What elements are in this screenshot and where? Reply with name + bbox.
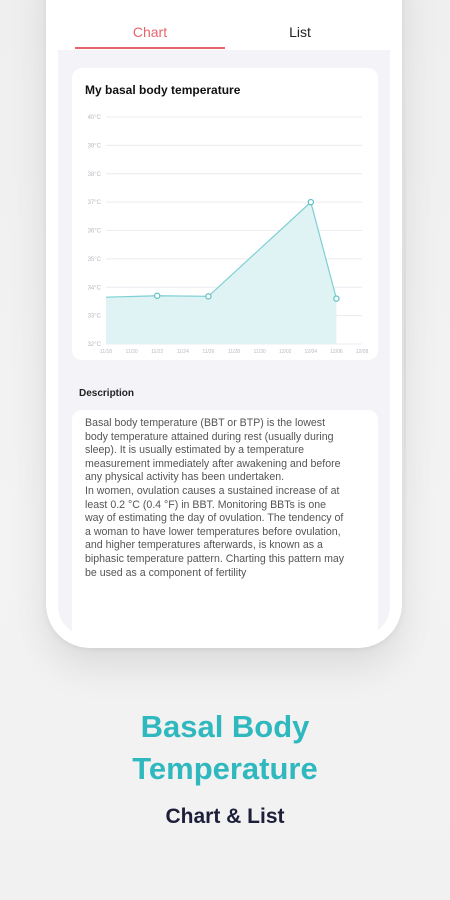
y-tick-label: 40°C: [87, 115, 101, 121]
description-text: Basal body temperature (BBT or BTP) is the lowest body temperature attained during rest (usually during sleep). It is usually estimated by a temperature measurement immediately after awakening and before any physical activity has been undertaken. In women, ovulation causes a sustained increase of at least 0.2 °C (0.4 °F) in BBT. Monitoring BBTs is one way of estimating the day of ovulation. The tendency of a woman to have lower temperatures before ovulation, and higher temperatures afterwards, is known as a biphasic temperature pattern. Charting this pattern may be used as a component of fertility: [85, 417, 345, 579]
app-screen: [58, 0, 390, 636]
chart-card: [72, 68, 378, 360]
chart-title: My basal body temperature: [85, 83, 241, 97]
y-tick-label: 33°C: [87, 313, 101, 320]
series-area: [106, 202, 336, 344]
y-tick-label: 35°C: [87, 256, 101, 263]
y-tick-label: 36°C: [87, 228, 101, 235]
x-tick-label: 12/08: [355, 349, 369, 355]
x-tick-label: 11/24: [176, 349, 189, 355]
active-tab-indicator: [75, 47, 225, 49]
temperature-chart: [72, 68, 378, 360]
x-tick-label: 11/18: [99, 349, 113, 355]
x-tick-label: 11/28: [227, 349, 241, 355]
y-tick-label: 32°C: [87, 342, 101, 348]
y-tick-label: 37°C: [87, 200, 101, 207]
tab-bar: [58, 0, 390, 50]
data-point: [155, 293, 160, 298]
promo-title: [0, 706, 450, 790]
x-tick-label: 12/02: [278, 349, 292, 355]
x-tick-label: 11/26: [202, 349, 215, 355]
device-edge-shadow: [404, 70, 406, 630]
tab-chart[interactable]: Chart: [132, 24, 168, 40]
promo-subtitle: Chart & List: [165, 805, 285, 828]
promo-title-line-1: Basal Body: [140, 709, 310, 744]
description-card[interactable]: [72, 410, 378, 636]
description-label: Description: [79, 388, 135, 399]
y-tick-label: 34°C: [87, 285, 101, 292]
data-point: [334, 296, 339, 301]
x-tick-label: 12/06: [330, 349, 343, 355]
data-point: [308, 200, 313, 205]
x-tick-label: 11/30: [253, 349, 266, 355]
tab-list[interactable]: List: [289, 24, 311, 40]
x-tick-label: 11/20: [125, 349, 138, 355]
data-point: [206, 294, 211, 299]
x-tick-label: 12/04: [304, 349, 318, 355]
promo-title-line-2: Temperature: [132, 751, 318, 786]
y-tick-label: 39°C: [87, 143, 101, 150]
y-tick-label: 38°C: [87, 171, 101, 178]
x-tick-label: 11/22: [151, 349, 164, 355]
